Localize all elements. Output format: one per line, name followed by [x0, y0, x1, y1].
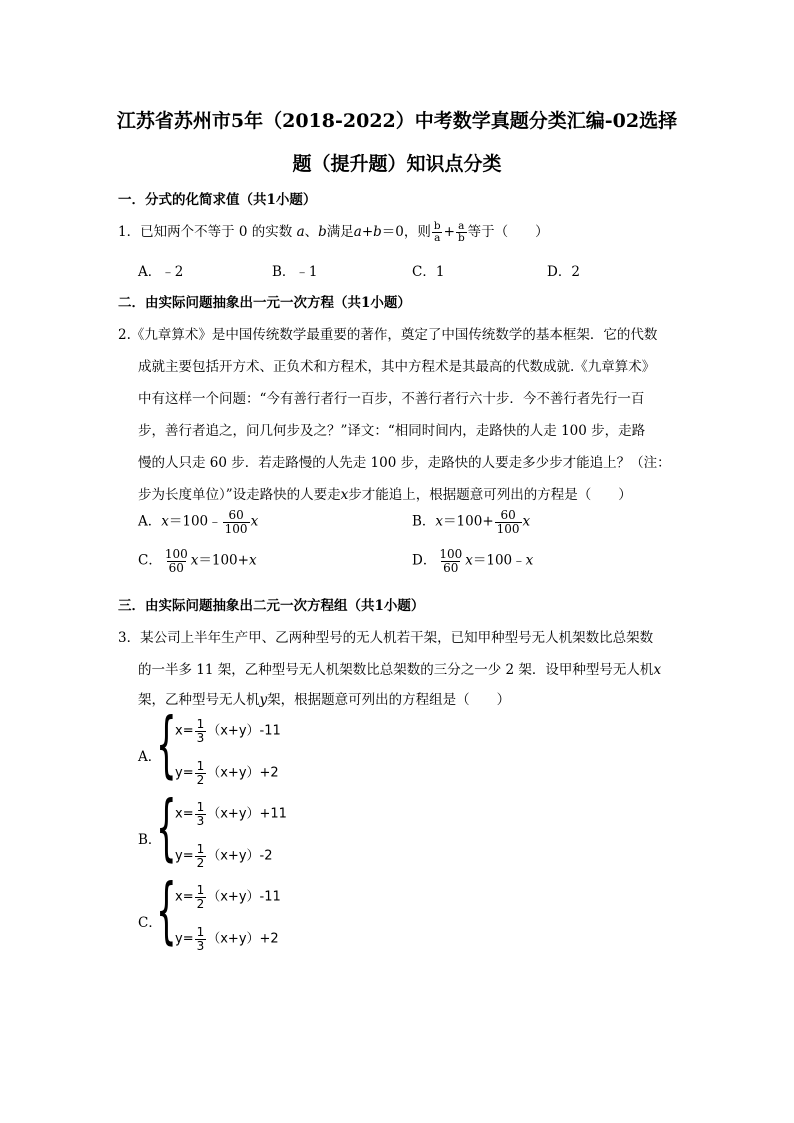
q1-fraction-a-over-b: $\frac{a}{b}$	[457, 219, 465, 244]
section-heading-1: 一．分式的化简求值（共1小题）	[118, 192, 317, 208]
q3-option-b-eq1: x= $\frac{1}{3}$ （x+y）+11	[175, 800, 287, 828]
q2-option-a: A．x＝100﹣ $\frac{60}{100}$ x	[138, 508, 259, 536]
q1-plus: +	[443, 224, 455, 240]
q1-sep: 、	[304, 224, 319, 240]
q3-option-b-label: B．	[138, 832, 162, 848]
q3-var-y: y	[259, 692, 268, 708]
q2-line-2: 成就主要包括开方术、正负术和方程术，其中方程术是其最高的代数成就.《九章算术》	[138, 359, 656, 375]
q1-stem-d: 等于（ ）	[467, 224, 549, 240]
q1-option-d: D．2	[547, 264, 580, 280]
q1-option-c: C．1	[412, 264, 445, 280]
doc-title-line1: 江苏省苏州市5年（2018-2022）中考数学真题分类汇编-02选择	[116, 110, 678, 132]
q3-option-c-eq2: y= $\frac{1}{3}$ （x+y）+2	[175, 925, 279, 953]
q1-condition: a+b	[353, 224, 382, 240]
q3-option-a-eq2: y= $\frac{1}{2}$ （x+y）+2	[175, 759, 279, 787]
q3-option-b-brace: {	[156, 785, 177, 869]
q1-fraction-b-over-a: $\frac{b}{a}$	[433, 219, 441, 244]
q1-var-b: b	[318, 224, 327, 240]
q3-line-1: 3．某公司上半年生产甲、乙两种型号的无人机若干架，已知甲种型号无人机架数比总架数	[118, 630, 654, 646]
q3-option-c-label: C．	[138, 915, 162, 931]
q2-line-5: 慢的人只走 60 步．若走路慢的人先走 100 步，走路快的人要走多少步才能追上？（注：	[138, 455, 671, 471]
q2-option-d: D． $\frac{100}{60}$ x＝100﹣x	[412, 547, 534, 575]
q3-option-a-label: A．	[138, 749, 162, 765]
q2-option-c-fraction: $\frac{100}{60}$	[164, 547, 188, 575]
q3-option-c-brace: {	[156, 868, 177, 952]
q1-stem-c: ＝0，则	[381, 224, 431, 240]
q2-line-6: 步为长度单位）”设走路快的人要走x步才能追上，根据题意可列出的方程是（ ）	[138, 487, 632, 503]
q3-option-a-eq1: x= $\frac{1}{3}$ （x+y）-11	[175, 717, 281, 745]
q2-option-a-fraction: $\frac{60}{100}$	[224, 508, 248, 536]
q1-option-b: B．﹣1	[272, 264, 318, 280]
q3-option-b-eq2: y= $\frac{1}{2}$ （x+y）-2	[175, 842, 273, 870]
q2-line-4: 步，善行者追之，问几何步及之？”译文：“相同时间内，走路快的人走 100 步，走路	[138, 423, 646, 439]
section-heading-3: 三．由实际问题抽象出二元一次方程组（共1小题）	[118, 598, 425, 614]
q2-option-d-fraction: $\frac{100}{60}$	[439, 547, 463, 575]
q2-var-x: x	[340, 487, 349, 503]
q3-option-a-brace: {	[156, 702, 177, 786]
q3-option-c-eq1: x= $\frac{1}{2}$ （x+y）-11	[175, 883, 281, 911]
q1-var-a: a	[296, 224, 305, 240]
q3-line-2: 的一半多 11 架，乙种型号无人机架数比总架数的三分之一少 2 架．设甲种型号无人机x	[138, 662, 662, 678]
q2-line-3: 中有这样一个问题：“今有善行者行一百步，不善行者行六十步．今不善行者先行一百	[138, 391, 645, 407]
question-1-stem	[118, 220, 549, 244]
q1-stem-a: 1．已知两个不等于 0 的实数	[118, 224, 293, 240]
section-heading-2: 二．由实际问题抽象出一元一次方程（共1小题）	[118, 295, 411, 311]
q2-option-c: C． $\frac{100}{60}$ x＝100+x	[138, 547, 257, 575]
doc-title-line2: 题（提升题）知识点分类	[292, 153, 502, 175]
q3-line-3: 架，乙种型号无人机y架，根据题意可列出的方程组是（ ）	[138, 692, 511, 708]
q1-option-a: A．﹣2	[138, 264, 184, 280]
q2-option-b-fraction: $\frac{60}{100}$	[496, 508, 520, 536]
q2-line-1: 2.《九章算术》是中国传统数学最重要的著作，奠定了中国传统数学的基本框架．它的代数	[118, 327, 658, 343]
q1-stem-b: 满足	[326, 224, 354, 240]
q2-option-b: B．x＝100+ $\frac{60}{100}$ x	[412, 508, 531, 536]
q3-var-x: x	[653, 662, 662, 678]
